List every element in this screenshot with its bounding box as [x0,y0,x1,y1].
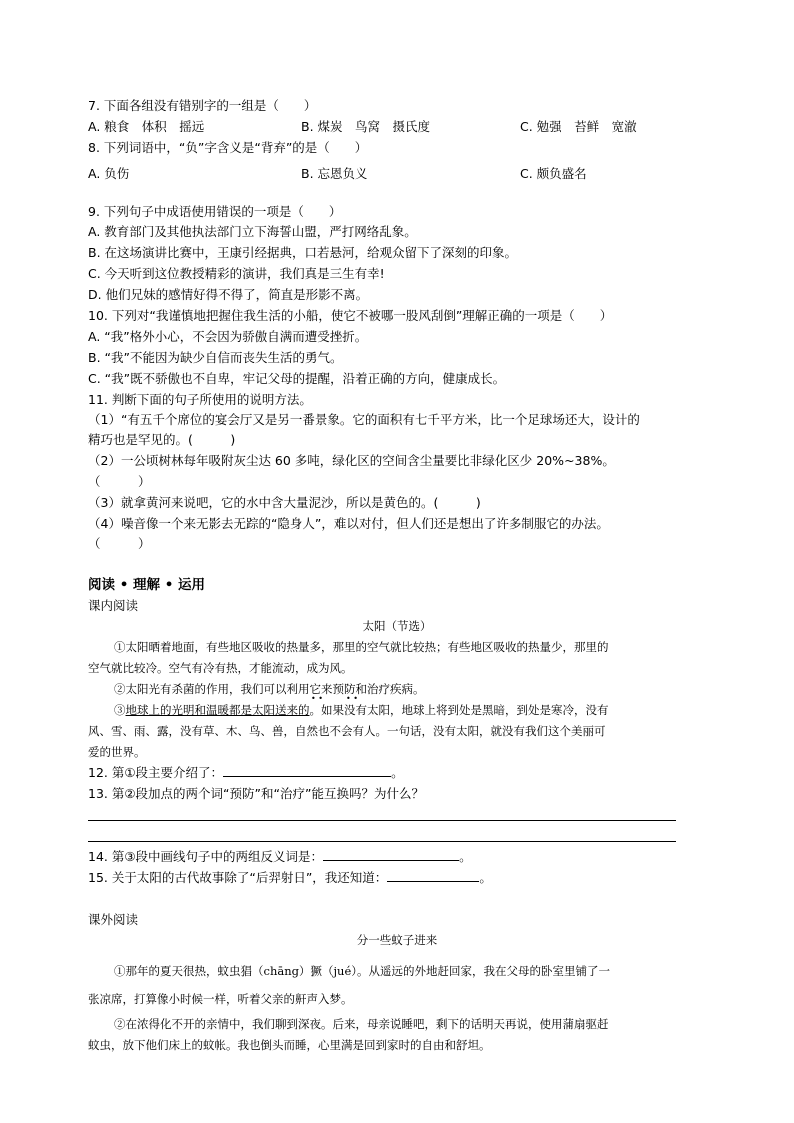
passage1-p3-rest: 。如果没有太阳，地球上将到处是黑暗，到处是寒冷，没有 [309,703,609,717]
q11-stem: 11. 判断下面的句子所使用的说明方法。 [88,392,312,407]
q10-stem: 10. 下列对“我谨慎地把握住我生活的小船，使它不被哪一股风刮倒”理解正确的一项是（ ） [88,308,613,323]
q13-answer-line-1[interactable] [88,820,676,821]
passage1-p1: ①太阳晒着地面，有些地区吸收的热量多，那里的空气就比较热；有些地区吸收的热量少，那里的 [114,640,609,654]
q15-text: 15. 关于太阳的古代故事除了“后羿射日”，我还知道： [88,870,388,885]
passage1-p1-cont: 空气就比较冷。空气有冷有热，才能流动，成为风。 [88,661,353,675]
passage1-p2: ②太阳光有杀菌的作用，我们可以利用它来预防和治疗疾病。 [114,682,425,696]
passage1-p3-line2: 风、雪、雨、露，没有草、木、鸟、兽，自然也不会有人。一句话，没有太阳，就没有我们这个美丽可 [88,724,606,738]
q11-sentence-1-cont: 精巧也是罕见的。( ) [88,432,236,447]
q12 [88,764,404,782]
q9-option-b: B. 在这场演讲比赛中，王康引经据典，口若悬河，给观众留下了深刻的印象。 [88,245,518,260]
passage2-p1-cont: 张凉席，打算像小时候一样，听着父亲的鼾声入梦。 [88,992,353,1006]
passage2-title: 分一些蚊子进来 [356,933,438,947]
q7-option-a: A. 粮食 体积 摇远 [88,119,205,134]
q13-text: 13. 第②段加点的两个词“预防”和“治疗”能互换吗？为什么？ [88,786,424,801]
q8-option-a: A. 负伤 [88,166,130,181]
q10-option-a: A. “我”格外小心，不会因为骄傲自满而遭受挫折。 [88,329,368,344]
q9-option-d: D. 他们兄妹的感情好得不得了，简直是形影不离。 [88,287,369,302]
passage1-p3 [114,701,609,719]
q7-option-b: B. 煤炭 鸟窝 摄氏度 [301,119,431,134]
passage1-title: 太阳（节选） [362,619,432,633]
q8-option-b: B. 忘恩负义 [301,166,368,181]
passage1-p3-line3: 爱的世界。 [88,745,146,759]
q13-answer-line-2[interactable] [88,841,676,842]
q11-sentence-1: （1）“有五千个席位的宴会厅又是另一番景象。它的面积有七千平方米，比一个足球场还大，设计的 [88,412,640,427]
q9-option-c: C. 今天听到这位教授精彩的演讲，我们真是三生有幸! [88,266,385,281]
q7-option-c: C. 勉强 苔鲜 宽澈 [520,119,637,134]
section-title: 阅读 • 理解 • 运用 [88,577,206,593]
emphasis-dots-zhiliao: • • [346,694,358,703]
q14 [88,848,472,866]
q12-text: 12. 第①段主要介绍了： [88,765,224,780]
passage2-p1: ①那年的夏天很热，蚊虫猖（chāng）獗（jué）。从遥远的外地赶回家，我在父母的卧室里铺了一 [114,964,610,978]
q11-sentence-2: （2）一公顷树林每年吸附灰尘达 60 多吨，绿化区的空间含尘量要比非绿化区少 20%~38%。 [88,453,615,468]
q11-sentence-3: （3）就拿黄河来说吧，它的水中含大量泥沙，所以是黄色的。( ) [88,495,481,510]
underlined-sentence: 地球上的光明和温暖都是太阳送来的 [125,703,310,717]
passage2-p2-cont: 蚊虫，放下他们床上的蚊帐。我也倒头而睡，心里满是回到家时的自由和舒坦。 [88,1038,491,1052]
q15-answer-blank[interactable] [387,869,479,882]
q10-option-c: C. “我”既不骄傲也不自卑，牢记父母的提醒，沿着正确的方向，健康成长。 [88,371,506,386]
q11-sentence-2-answer: （ ） [88,474,151,489]
q14-end: 。 [459,849,472,864]
q8-option-c: C. 颇负盛名 [520,166,587,181]
q15 [88,869,492,887]
passage2-p2: ②在浓得化不开的亲情中，我们聊到深夜。后来，母亲说睡吧，剩下的话明天再说，使用蒲扇驱赶 [114,1017,609,1031]
q11-sentence-4-answer: （ ） [88,536,151,551]
q8-stem: 8. 下列词语中，“负”字含义是“背弃”的是（ ） [88,140,368,155]
q14-text: 14. 第③段中画线句子中的两组反义词是： [88,849,324,864]
in-class-reading-label: 课内阅读 [88,598,139,613]
q9-option-a: A. 教育部门及其他执法部门立下海誓山盟，严打网络乱象。 [88,224,417,239]
q12-answer-blank[interactable] [223,764,391,777]
passage1-p3-number: ③ [114,703,126,717]
q10-option-b: B. “我”不能因为缺少自信而丧失生活的勇气。 [88,350,343,365]
q9-stem: 9. 下列句子中成语使用错误的一项是（ ） [88,204,342,219]
q11-sentence-4: （4）噪音像一个来无影去无踪的“隐身人”，难以对付，但人们还是想出了许多制服它的办法。 [88,516,609,531]
out-class-reading-label: 课外阅读 [88,912,139,927]
q12-end: 。 [391,765,404,780]
q7-stem: 7. 下面各组没有错别字的一组是（ ） [88,98,317,113]
q15-end: 。 [479,870,492,885]
emphasis-dots-yufang: • • [311,694,323,703]
q14-answer-blank[interactable] [323,848,459,861]
